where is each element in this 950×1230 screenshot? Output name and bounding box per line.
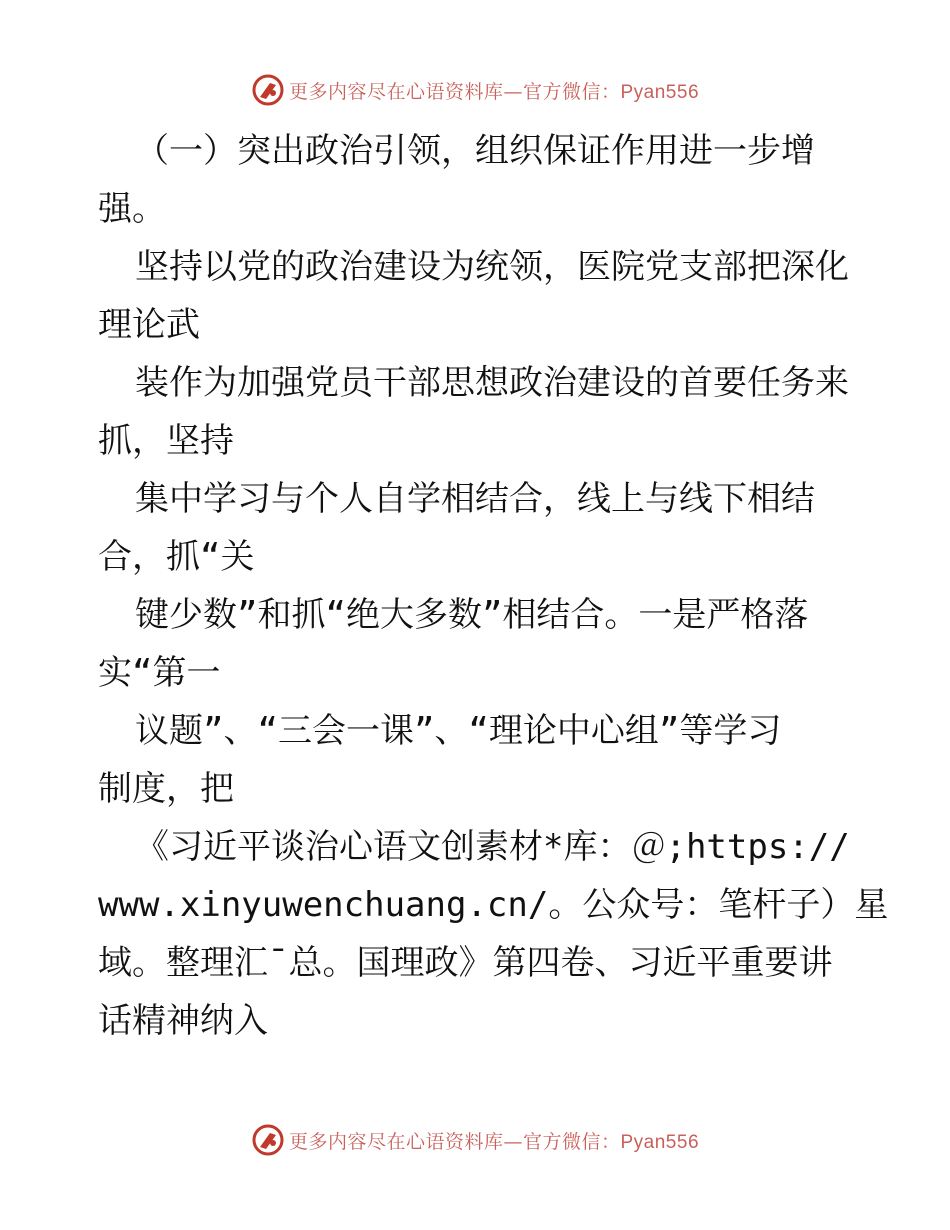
body-line: 域。整理汇¯总。国理政》第四卷、习近平重要讲: [98, 943, 833, 983]
body-line: 坚持以党的政治建设为统领，医院党支部把深化: [135, 247, 849, 287]
body-line: 抓，坚持: [98, 421, 234, 461]
header-watermark-text: 更多内容尽在心语资料库—官方微信：Pyan556: [288, 80, 700, 103]
body-line: 《习近平谈治心语文创素材*库：＠;https://: [135, 827, 850, 867]
body-line: 议题”、“三会一课”、“理论中心组”等学习: [135, 711, 782, 751]
body-line: www.xinyuwenchuang.cn/。公众号：笔杆子）星: [98, 885, 889, 925]
body-line: 键少数”和抓“绝大多数”相结合。一是严格落: [135, 595, 809, 635]
body-line: 话精神纳入: [98, 1001, 268, 1041]
header-watermark-banner: [0, 70, 950, 110]
body-line: 理论武: [98, 305, 200, 345]
body-line: （一）突出政治引领，组织保证作用进一步增: [135, 131, 815, 171]
document-body: [98, 122, 888, 1050]
footer-watermark-text: 更多内容尽在心语资料库—官方微信：Pyan556: [288, 1130, 700, 1153]
brand-logo-icon: [251, 73, 285, 107]
body-line: 集中学习与个人自学相结合，线上与线下相结: [135, 479, 815, 519]
body-line: 合，抓“关: [98, 537, 255, 577]
brand-logo-icon: [251, 1123, 285, 1157]
body-line: 制度，把: [98, 769, 234, 809]
body-line: 强。: [98, 189, 166, 229]
body-line: 实“第一: [98, 653, 221, 693]
footer-watermark-banner: [0, 1120, 950, 1160]
body-line: 装作为加强党员干部思想政治建设的首要任务来: [135, 363, 849, 403]
